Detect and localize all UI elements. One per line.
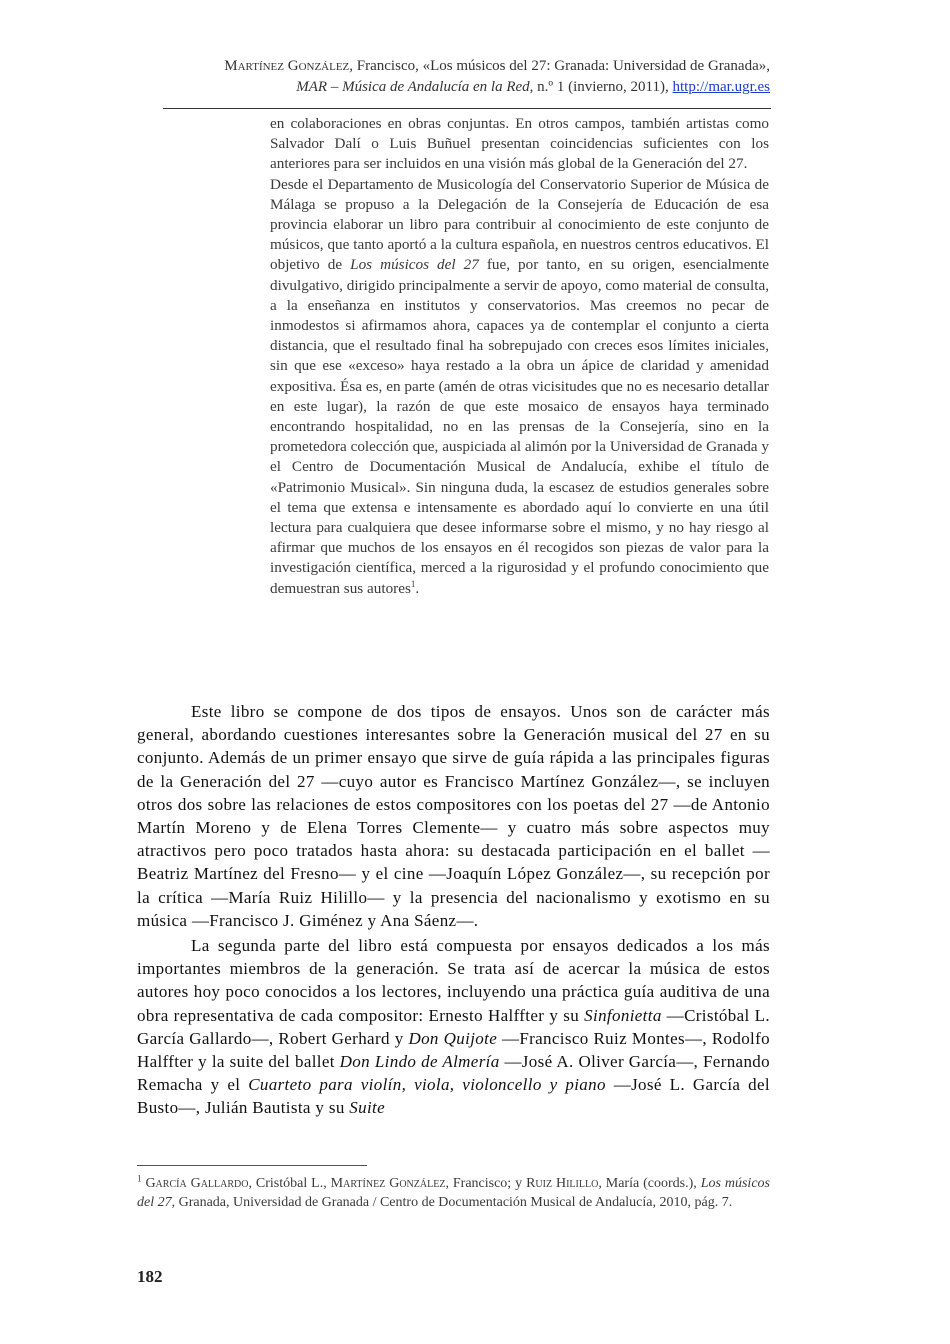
- header-divider: [163, 108, 771, 109]
- page-number: 182: [137, 1267, 163, 1286]
- body-paragraph-1: Este libro se compone de dos tipos de ensayos. Unos son de carácter más general, abordando cuestiones interesantes sobre la Generación musical del 27 en su conjunto. Además de un primer ensayo que sirve de guía rápida a las principales figuras de la Generación del 27 —cuyo autor es Francisco Martínez González—, se incluyen otros dos sobre las relaciones de estos compositores con los poetas del 27 —de Antonio Martín Moreno y de Elena Torres Clemente— y cuatro más sobre aspectos muy atractivos pero poco tratados hasta ahora: su destacada participación en el ballet —Beatriz Martínez del Fresno— y el cine —Joaquín López González—, su recepción por la crítica —María Ruiz Hilillo— y la presencia del nacionalismo y exotismo en su música —Francisco J. Giménez y Ana Sáenz—.: [137, 702, 770, 930]
- footnote-book-title: Los músicos del 27: [137, 1176, 770, 1210]
- footnote-number: 1: [137, 1173, 142, 1184]
- work-title: Cuarteto para violín, viola, violoncello y piano: [248, 1075, 606, 1095]
- footnote-divider: [137, 1165, 367, 1166]
- header-line-2: [160, 77, 770, 98]
- footnote-text: , Cristóbal L.,: [248, 1176, 331, 1191]
- work-title: Sinfonietta: [584, 1005, 662, 1025]
- quote-paragraph-2: [270, 175, 769, 599]
- body-paragraph-2: [137, 934, 770, 1120]
- work-title: Don Quijote: [408, 1028, 498, 1048]
- header-issue: , n.º 1 (invierno, 2011),: [529, 79, 673, 95]
- footnote-text: , Granada, Universidad de Granada / Centro de Documentación Musical de Andalucía, 2010, pág. 7.: [171, 1194, 733, 1210]
- footnote: [137, 1175, 770, 1212]
- header-author: Martínez González: [224, 58, 350, 74]
- running-header: [160, 56, 770, 98]
- quote-book-title: Los músicos del 27: [350, 256, 479, 274]
- quote-text: fue, por tanto, en su origen, esencialmente divulgativo, dirigido principalmente a servir de apoyo, como material de consulta, a la enseñanza en institutos y conservatorios. Mas creemos no pecar de inmodestos si afirmamos ahora, capaces ya de contemplar el conjunto a cierta distancia, que el resultado final ha sobrepujado con creces esos límites iniciales, sin que ese «exceso» haya restado a la obra un ápice de claridad y amenidad expositiva. Ésa es, en parte (amén de otras vicisitudes que no es necesario detallar en este lugar), la razón de que este mosaico de ensayos haya terminado encontrando hospitalidad, no en las prensas de la Consejería, sino en la prometedora colección que, auspiciada al alimón por la Universidad de Granada y el Centro de Documentación Musical de Andalucía, exhibe el título de «Patrimonio Musical». Sin ninguna duda, la escasez de estudios generales sobre el tema que extensa e intensamente es abordado aquí lo convierte en una útil lectura para cualquiera que desee informarse sobre el mismo, y no hay riesgo al afirmar que muchos de los ensayos en él recogidos son piezas de valor para la investigación científica, merced a la rigurosidad y el profundo conocimiento que demuestran sus autores: [270, 256, 769, 597]
- work-title: Don Lindo de Almería: [339, 1052, 500, 1072]
- footnote-author: García Gallardo: [145, 1176, 249, 1191]
- main-text: [137, 700, 770, 1122]
- body-text-run: —Cristóbal L. García Gallardo—, Robert Gerhard y: [137, 1005, 770, 1048]
- footnote-text: , María (coords.),: [598, 1176, 701, 1191]
- body-text-run: —José A. Oliver García—, Fernando Remacha y el: [137, 1052, 770, 1095]
- work-title: Suite: [349, 1098, 386, 1118]
- header-url-link[interactable]: http://mar.ugr.es: [672, 79, 770, 95]
- quote-text: Desde el Departamento de Musicología del Conservatorio Superior de Música de Málaga se propuso a la Delegación de la Consejería de Educación de esa provincia elaborar un libro para contribuir al conocimiento de este conjunto de músicos, que tanto aportó a la cultura española, en nuestros centros educativos. El objetivo de: [270, 175, 769, 274]
- quote-paragraph-1: en colaboraciones en obras conjuntas. En otros campos, también artistas como Salvador Dalí o Luis Buñuel presentan coincidencias suficientes con los anteriores para ser incluidos en una visión más global de la Generación del 27.: [270, 115, 769, 173]
- header-line-1: [160, 56, 770, 77]
- body-text-run: —Francisco Ruiz Montes—, Rodolfo Halffter y la suite del ballet: [137, 1028, 770, 1072]
- body-text-run: —José L. García del Busto—, Julián Bautista y su: [137, 1075, 770, 1118]
- footnote-ref[interactable]: 1: [410, 578, 416, 589]
- footnote-author: Ruiz Hilillo: [526, 1176, 599, 1191]
- block-quote: [270, 114, 769, 599]
- header-article-title: , Francisco, «Los músicos del 27: Granada: Universidad de Granada»,: [349, 58, 770, 74]
- footnote-text: , Francisco; y: [445, 1176, 527, 1191]
- footnote-author: Martínez González: [330, 1176, 446, 1191]
- header-journal: MAR – Música de Andalucía en la Red: [296, 79, 530, 95]
- body-text-run: La segunda parte del libro está compuesta por ensayos dedicados a los más importantes miembros de la generación. Se trata así de acercar la música de estos autores hoy poco conocidos a los lectores, incluyendo una práctica guía auditiva de una obra representativa de cada compositor: Ernesto Halffter y su: [137, 936, 770, 1025]
- quote-text: .: [415, 579, 420, 597]
